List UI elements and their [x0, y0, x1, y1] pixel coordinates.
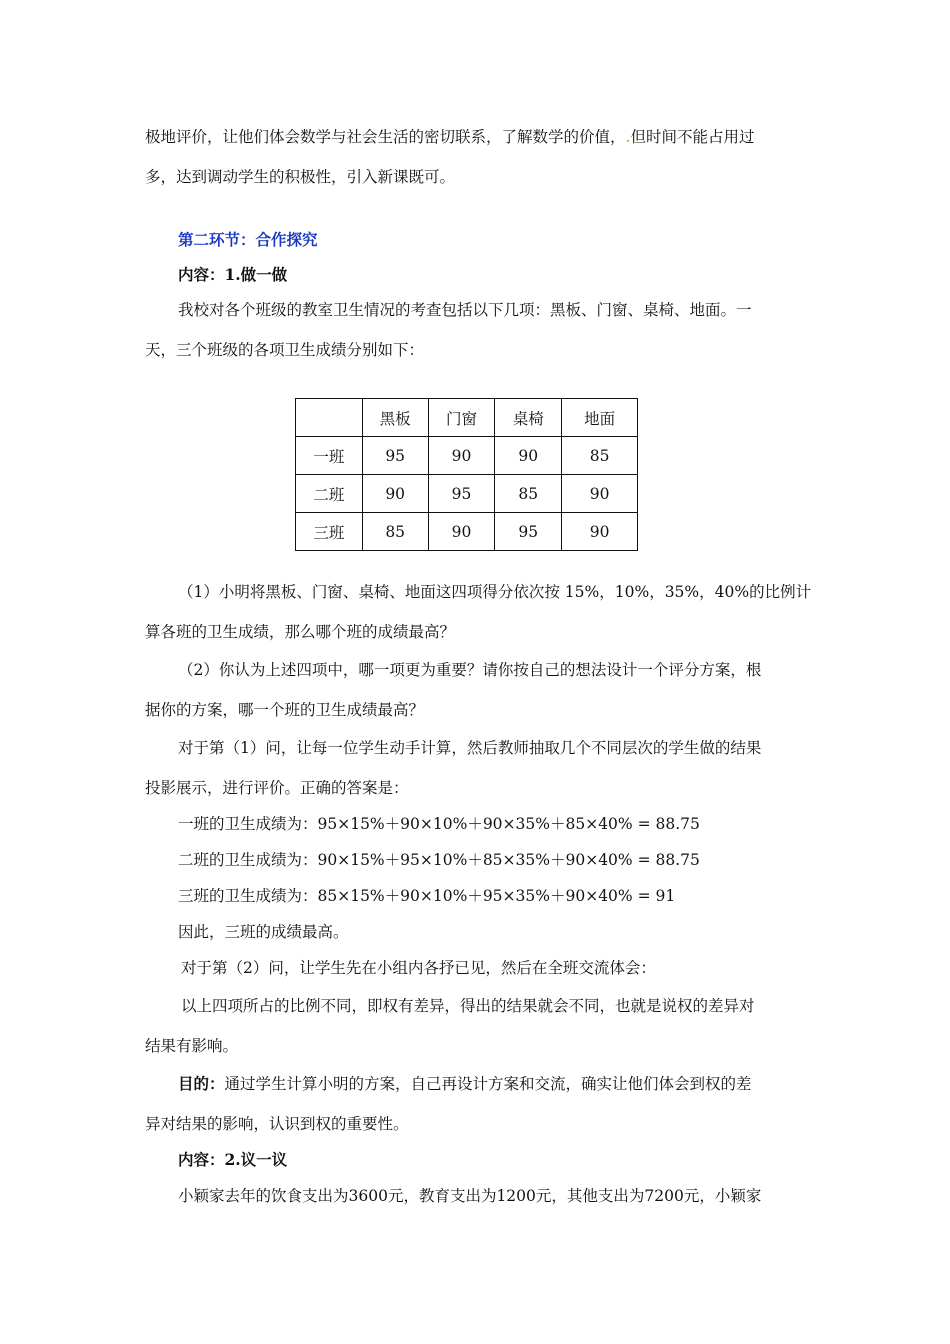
table-cell: 85	[562, 437, 638, 475]
answer-intro-line-1: 对于第（1）问，让每一位学生动手计算，然后教师抽取几个不同层次的学生做的结果	[178, 739, 762, 757]
purpose-label: 目的：	[178, 1074, 225, 1093]
section-heading: 第二环节：合作探究	[178, 230, 318, 249]
answer-2-line-2: 结果有影响。	[145, 1037, 239, 1055]
table-cell: 90	[362, 475, 428, 513]
question-2-line-2: 据你的方案，哪一个班的卫生成绩最高？	[145, 701, 425, 719]
table-cell: 95	[495, 513, 562, 551]
content-1-heading: 内容：1.做一做	[178, 265, 288, 284]
table-header-cell: 黑板	[362, 399, 428, 437]
purpose-line-2: 异对结果的影响，认识到权的重要性。	[145, 1115, 409, 1133]
answer-2-intro: 对于第（2）问，让学生先在小组内各抒已见，然后在全班交流体会：	[181, 959, 656, 977]
last-paragraph-line: 小颖家去年的饮食支出为3600元，教育支出为1200元，其他支出为7200元，小颖家	[178, 1187, 762, 1205]
table-cell: 90	[428, 437, 495, 475]
table-header-row	[296, 399, 638, 437]
score-table	[295, 398, 638, 551]
problem-line-2: 天，三个班级的各项卫生成绩分别如下：	[145, 341, 425, 359]
purpose-text: 通过学生计算小明的方案，自己再设计方案和交流，确实让他们体会到权的差	[224, 1075, 752, 1093]
table-cell: 三班	[296, 513, 363, 551]
table-row	[296, 513, 638, 551]
table-cell: 90	[495, 437, 562, 475]
intro-line-1: 极地评价，让他们体会数学与社会生活的密切联系，了解数学的价值，.但时间不能占用过	[145, 128, 755, 146]
table-cell: 一班	[296, 437, 363, 475]
answer-intro-line-2: 投影展示，进行评价。正确的答案是：	[145, 779, 409, 797]
table-cell: 85	[495, 475, 562, 513]
content-2-heading: 内容：2.议一议	[178, 1150, 288, 1169]
question-1-line-2: 算各班的卫生成绩，那么哪个班的成绩最高？	[145, 623, 456, 641]
purpose-line-1	[178, 1074, 752, 1094]
table-cell: 95	[428, 475, 495, 513]
table-header-cell: 门窗	[428, 399, 495, 437]
table-header-cell: 桌椅	[495, 399, 562, 437]
calc-class-2: 二班的卫生成绩为：90×15%＋95×10%＋85×35%＋90×40% = 88.75	[178, 851, 700, 869]
table-cell: 90	[562, 475, 638, 513]
question-1-line-1: （1）小明将黑板、门窗、桌椅、地面这四项得分依次按 15%，10%，35%，40%的比例计	[178, 583, 812, 601]
conclusion: 因此，三班的成绩最高。	[178, 923, 349, 941]
question-2-line-1: （2）你认为上述四项中，哪一项更为重要？请你按自己的想法设计一个评分方案，根	[178, 661, 762, 679]
intro-line-2: 多，达到调动学生的积极性，引入新课既可。	[145, 168, 456, 186]
answer-2-line-1: 以上四项所占的比例不同，即权有差异，得出的结果就会不同，也就是说权的差异对	[181, 997, 755, 1015]
table-row	[296, 475, 638, 513]
calc-class-1: 一班的卫生成绩为：95×15%＋90×10%＋90×35%＋85×40% = 88.75	[178, 815, 700, 833]
table-header-cell: 地面	[562, 399, 638, 437]
stray-mark: .	[625, 128, 631, 146]
table-cell: 90	[428, 513, 495, 551]
table-row	[296, 437, 638, 475]
calc-class-3: 三班的卫生成绩为：85×15%＋90×10%＋95×35%＋90×40% = 91	[178, 887, 676, 905]
table-cell: 二班	[296, 475, 363, 513]
table-cell: 95	[362, 437, 428, 475]
problem-line-1: 我校对各个班级的教室卫生情况的考查包括以下几项：黑板、门窗、桌椅、地面。一	[178, 301, 752, 319]
table-cell: 90	[562, 513, 638, 551]
table-cell: 85	[362, 513, 428, 551]
table-header-cell	[296, 399, 363, 437]
